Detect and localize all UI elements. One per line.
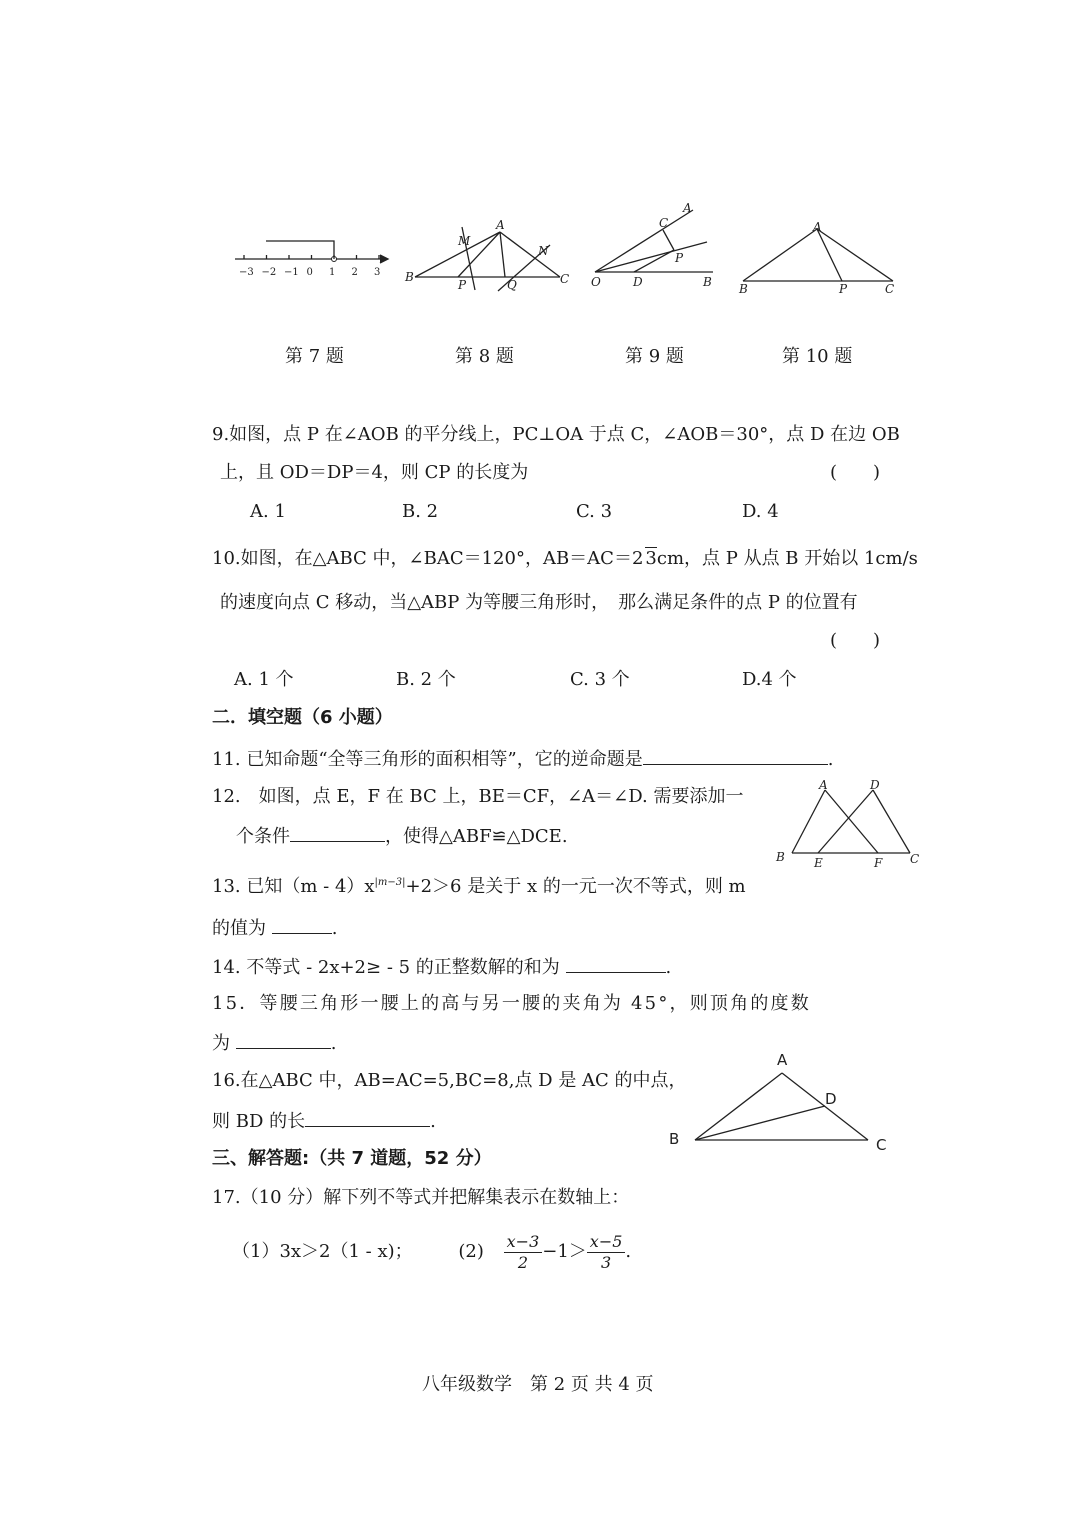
tick-label: −2 [261,267,277,278]
caption-fig8: 第 8 题 [455,346,514,367]
q10-text-b: cm，点 P 从点 B 开始以 1cm/s [656,548,918,569]
label-c: C [910,852,920,866]
q14-blank[interactable] [566,954,666,973]
label-a: A [496,218,505,232]
q9-option-c: C. 3 [576,501,613,522]
q15-text: 15．等腰三角形一腰上的高与另一腰的夹角为 45°，则顶角的度数 [212,993,811,1014]
label-f: F [874,856,883,870]
label-c: C [876,1136,887,1154]
q13-text [212,871,746,899]
q15-text-2: 为 . [212,1030,336,1056]
label-c: C [885,282,895,296]
q17-text: 17.（10 分）解下列不等式并把解集表示在数轴上： [212,1187,630,1208]
q11-blank[interactable] [643,746,828,765]
label-a: A [813,220,822,234]
label-b: B [405,270,414,284]
q14-label: 14. 不等式 - 2x+2≥ - 5 的正整数解的和为 [212,957,560,978]
label-p: P [675,251,684,265]
q16-label: 则 BD 的长 [212,1111,306,1132]
q10-option-a: A. 1 个 [234,669,294,690]
label-a: A [683,201,692,215]
q12-label-b: ，使得△ABF≌△DCE. [385,826,568,847]
q17-subquestions: （1）3x＞2（1 - x)； (2) $\frac{x-3}{2}$ −1＞ $\frac{x-5}{3}$ . [232,1231,632,1272]
fraction-1 [504,1232,543,1273]
label-b: B [703,275,712,289]
q16-text-2: 则 BD 的长 . [212,1108,436,1134]
tick-label: 0 [306,267,313,278]
q9-text: 9.如图，点 P 在∠AOB 的平分线上，PC⊥OA 于点 C，∠AOB＝30°，点 D 在边 OB [212,424,900,445]
label-b: B [739,282,748,296]
figure-16 [660,1045,900,1155]
q9-option-d: D. 4 [742,501,779,522]
q13-a: 13. 已知（m - 4）x [212,876,375,897]
fraction-2 [587,1232,626,1273]
label-b: B [669,1130,680,1148]
q11-label: 11. 已知命题“全等三角形的面积相等”，它的逆命题是 [212,749,643,770]
tick-label: −1 [284,267,299,278]
q11-text: 11. 已知命题“全等三角形的面积相等”，它的逆命题是 . [212,746,833,772]
label-c: C [659,216,669,230]
numerator: x−5 [587,1232,626,1253]
label-q: Q [507,278,517,292]
page-footer: 八年级数学 第 2 页 共 4 页 [422,1374,654,1395]
q12-blank[interactable] [290,823,385,842]
q17-part-2-label: (2) [458,1241,484,1262]
figure-8 [400,215,575,295]
q17-middle: −1＞ [542,1241,587,1262]
q13-b: +2＞6 是关于 x 的一元一次不等式，则 m [405,876,746,897]
caption-fig9: 第 9 题 [625,346,684,367]
figure-9 [585,200,725,295]
q10-option-b: B. 2 个 [396,669,456,690]
q13-label: 的值为 [212,918,266,939]
label-b: B [776,850,785,864]
caption-fig10: 第 10 题 [782,346,853,367]
sqrt-3: 3 [645,548,657,569]
q15-label: 为 [212,1033,230,1054]
q10-option-d: D.4 个 [742,669,797,690]
denominator: 3 [601,1252,612,1272]
q9-text-2: 上，且 OD＝DP＝4，则 CP 的长度为 [220,462,529,483]
label-a: A [819,778,828,792]
section-3-heading: 三、解答题:（共 7 道题，52 分） [212,1148,492,1169]
label-m: M [458,234,471,248]
q16-text: 16.在△ABC 中，AB=AC=5,BC=8,点 D 是 AC 的中点， [212,1070,687,1091]
q10-text-2: 的速度向点 C 移动，当△ABP 为等腰三角形时， 那么满足条件的点 P 的位置有 [220,592,858,613]
q12-text-2 [236,823,568,849]
q17-part-1: （1）3x＞2（1 - x)； [232,1241,413,1262]
q10-text [212,547,918,571]
q10-text-a: 10.如图，在△ABC 中，∠BAC＝120°，AB＝AC＝2 [212,548,644,569]
figure-10 [735,215,900,300]
q13-blank[interactable] [272,915,332,934]
label-p: P [839,282,848,296]
tick-label: 1 [329,267,336,278]
tick-label: 3 [374,267,381,278]
tick-label: −3 [239,267,254,278]
q10-answer-paren: ( ) [830,630,881,651]
label-p: P [458,278,467,292]
label-d: D [825,1090,837,1108]
q9-option-b: B. 2 [402,501,439,522]
q10-option-c: C. 3 个 [570,669,630,690]
q9-answer-paren: ( ) [830,462,881,483]
label-n: N [538,244,549,258]
label-e: E [814,856,823,870]
caption-fig7: 第 7 题 [285,346,344,367]
section-2-heading: 二．填空题（6 小题） [212,707,393,728]
label-o: O [591,275,601,289]
tick-label: 2 [351,267,358,278]
q13-exponent: |m−3| [374,877,406,888]
denominator: 2 [517,1252,529,1272]
label-a: A [777,1051,788,1069]
q12-text: 12. 如图，点 E，F 在 BC 上，BE＝CF，∠A＝∠D. 需要添加一 [212,786,744,807]
label-d: D [870,778,880,792]
label-d: D [633,275,643,289]
q12-label-a: 个条件 [236,826,290,847]
numerator: x−3 [504,1232,543,1253]
figure-7-number-line [230,225,400,285]
label-c: C [560,272,570,286]
figure-12 [770,775,920,875]
q15-blank[interactable] [236,1030,331,1049]
q16-blank[interactable] [305,1108,430,1127]
q9-option-a: A. 1 [250,501,286,522]
q14-text: 14. 不等式 - 2x+2≥ - 5 的正整数解的和为 . [212,954,671,980]
q13-text-2: 的值为 . [212,915,337,941]
